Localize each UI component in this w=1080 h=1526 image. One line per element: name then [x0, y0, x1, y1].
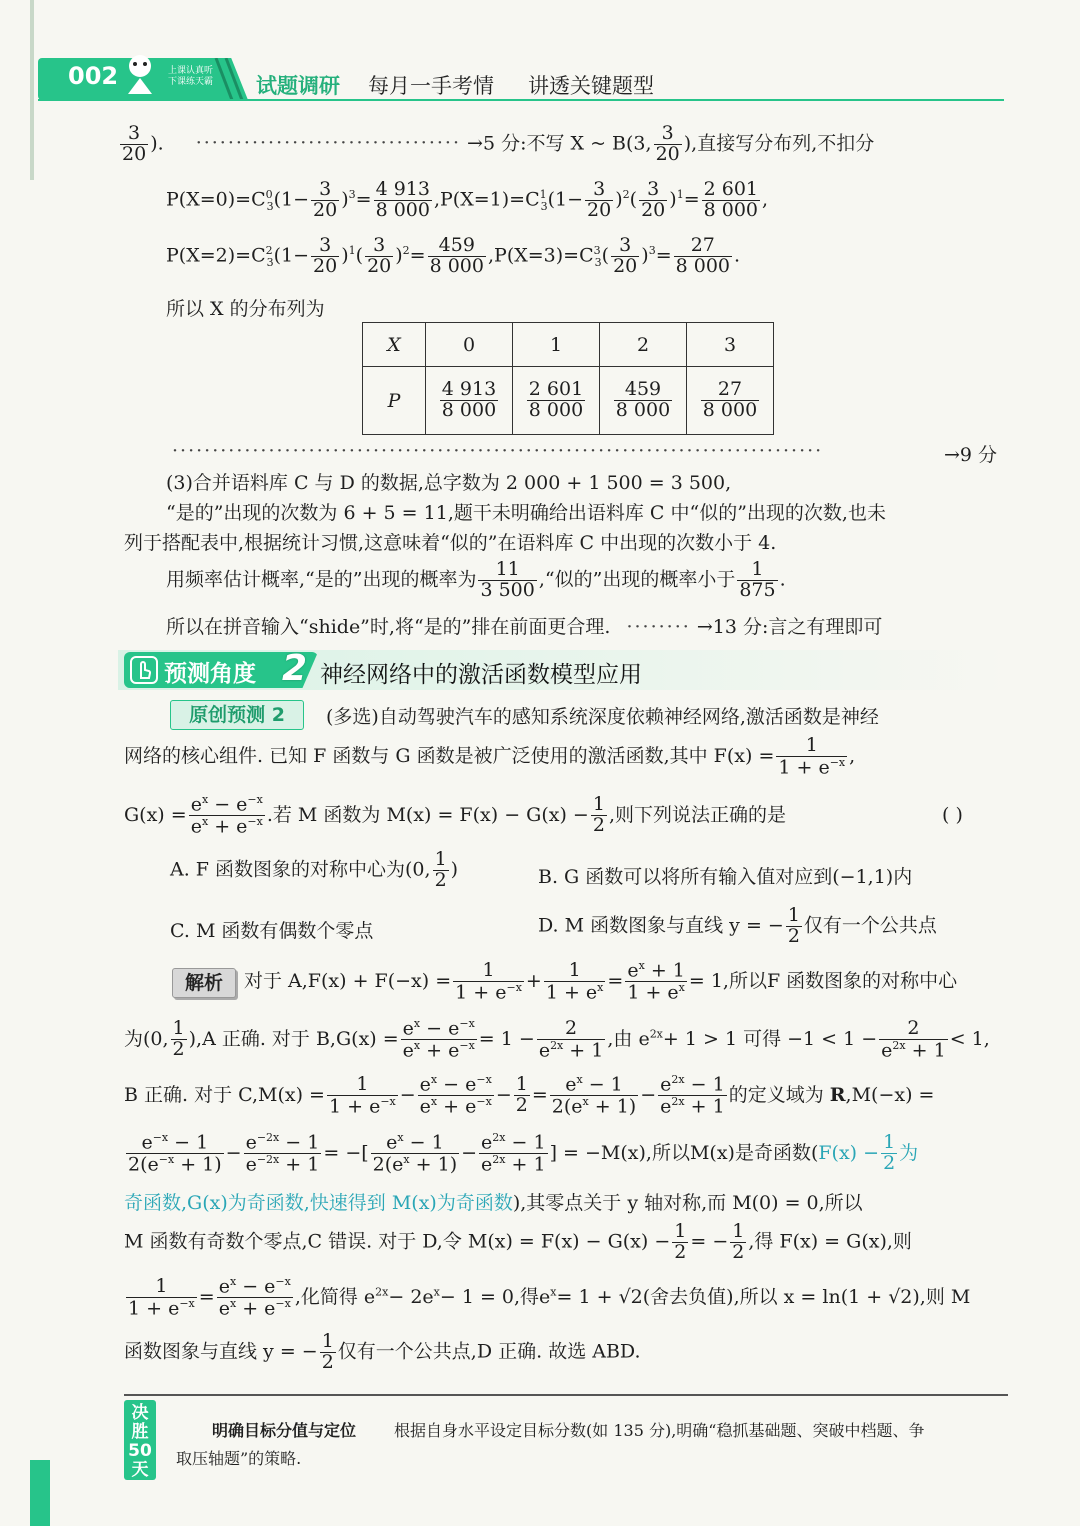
footer-body: 根据自身水平设定目标分数(如 135 分),明确“稳抓基础题、突破中档题、争 — [394, 1421, 925, 1440]
text: ,P(X=3)=C — [488, 244, 594, 267]
score-note: →9 分 — [944, 444, 998, 466]
text: ,得 F(x) = G(x),则 — [748, 1230, 912, 1253]
numerator: e — [190, 793, 202, 816]
solution-line: $\frac{1}{1 + e^{-x}}$ = $\frac{e^x - e^{-x}}{e^x + e^{-x}}$ ,化简得 $e^{2x}- 2e^x- 1 = 0$,得$e^x= 1 + √2$(舍去负值),所以 x = ln(1 + √2),则 M — [128, 1274, 971, 1320]
text: P(X=2)=C — [166, 244, 266, 267]
text: (1− — [547, 188, 584, 211]
solution-line: 列于搭配表中,根据统计习惯,这意味着“似的”在语料库 C 中出现的次数小于 4. — [124, 532, 777, 554]
denominator: 8 000 — [703, 198, 759, 221]
score-note: →5 分:不写 X ~ B(3, — [467, 132, 652, 155]
text: (1− — [273, 188, 310, 211]
text: B 正确. 对于 C,M(x) = — [124, 1083, 325, 1106]
leader-dots: ································· — [195, 132, 461, 155]
solution-line: 函数图象与直线 y = − $\frac{1}{2}$ 仅有一个公共点,D 正确. 故选 ABD. — [124, 1330, 641, 1373]
solution-line: $\frac{e^{-x} - 1}{2(e^{-x} + 1)}$ − $\frac{e^{-2x} - 1}{e^{-2x} + 1}$ = −[ $\frac{e^x - 1}{2(e^x + 1)}$ − $\frac{e^{2x} - 1}{e^{2x} + 1}$ ] = −M(x),所以M(x)是奇函数(F(x) − $\frac{1}{2}$ 为 — [128, 1131, 919, 1176]
solution-line — [166, 612, 882, 639]
numerator: 3 — [654, 124, 682, 145]
distribution-intro: 所以 X 的分布列为 — [166, 298, 325, 320]
leader-dots: ········ — [626, 616, 691, 638]
table-cell — [600, 367, 687, 435]
fraction — [674, 236, 732, 277]
fraction: $\frac{3}{20}$ — [313, 178, 338, 221]
denominator: 8 000 — [528, 399, 584, 421]
denominator: 2 — [592, 814, 605, 837]
denominator: 20 — [122, 142, 147, 165]
text: 所以在拼音输入“shide”时,将“是的”排在前面更合理. — [166, 616, 611, 638]
score-note: ),直接写分布列,不扣分 — [683, 132, 875, 155]
text: G(x) = — [124, 803, 187, 826]
highlight-text: 奇函数,G(x)为奇函数,快速得到 M(x)为奇函数 — [124, 1192, 513, 1214]
question-line: (多选)自动驾驶汽车的感知系统深度依赖神经网络,激活函数是神经 — [326, 706, 879, 728]
option-c: C. M 函数有偶数个零点 — [170, 920, 374, 942]
text: D. M 函数图象与直线 y = − — [538, 914, 784, 937]
solution-line: (3)合并语料库 C 与 D 的数据,总字数为 2 000 + 1 500 = 3 500, — [166, 472, 732, 494]
footer-heading: 明确目标分值与定位 — [212, 1421, 357, 1440]
text: ,由 e — [607, 1027, 650, 1050]
text: = − — [690, 1230, 729, 1253]
fraction — [428, 236, 486, 277]
table-row — [363, 367, 774, 435]
text: ,化简得 e — [294, 1285, 376, 1308]
table-cell — [513, 367, 600, 435]
denominator: 2 — [787, 924, 800, 947]
numerator: 4 913 — [441, 378, 497, 401]
fraction — [702, 180, 760, 221]
text: − 2e — [388, 1285, 434, 1308]
header-rule — [38, 99, 1004, 101]
denominator: 1 + e — [778, 756, 830, 779]
table-cell: P — [363, 367, 426, 435]
formula-line: $P(X=2)=C^2_3(1-$ $\frac{3}{20}$ )$^1$( $\frac{3}{20}$ )$^2$= $\frac{459}{8 000}$ $,P(X=3)=C^3_3$( $\frac{3}{20}$ )$^3$= $\frac{27}{8 000}$ . — [166, 234, 741, 277]
numerator: 11 — [478, 560, 536, 581]
text: M 函数有奇数个零点,C 错误. 对于 D,令 M(x) = F(x) − G(x) − — [124, 1230, 671, 1253]
denominator: 3 500 — [480, 578, 535, 601]
text: = 1 + √2(舍去负值),所以 x = ln(1 + √2),则 M — [556, 1285, 971, 1308]
exponent: 2 — [622, 188, 630, 202]
fraction — [120, 124, 148, 165]
denominator: 875 — [739, 578, 776, 601]
numerator: 2 601 — [703, 178, 759, 200]
header-tagline: 每月一手考情 — [368, 74, 494, 98]
text: , — [849, 745, 856, 768]
option-a — [170, 850, 458, 891]
section-label: 预测角度 — [164, 661, 256, 687]
text: = — [355, 188, 372, 211]
numerator: 3 — [120, 124, 148, 145]
text: 用频率估计概率,“是的”出现的概率为 — [166, 568, 477, 591]
score-note: →13 分:言之有理即可 — [696, 616, 883, 638]
question-line: 网络的核心组件. 已知 F 函数与 G 函数是被广泛使用的激活函数,其中 F(x) = $\frac{1}{1 + e^{-x}}$ , — [124, 734, 856, 779]
section-number: 2 — [282, 648, 308, 689]
text: ,则下列说法正确的是 — [608, 803, 786, 826]
hand-pointer-icon — [130, 656, 158, 684]
text: 对于 A,F(x) + F(−x) = — [244, 969, 452, 992]
text: 为(0, — [124, 1027, 169, 1050]
footer-side-text: 决胜50天 — [128, 1403, 152, 1480]
exponent: 1 — [676, 188, 684, 202]
answer-paren: ( ) — [942, 804, 963, 826]
numerator: 1 — [776, 736, 847, 757]
highlight-text: 为 — [899, 1141, 919, 1164]
table-cell: X — [363, 323, 426, 367]
table-row — [363, 323, 774, 367]
footer-body: 取压轴题”的策略. — [176, 1449, 302, 1468]
solution-line: 对于 A,F(x) + F(−x) = $\frac{1}{1 + e^{-x}}$ + $\frac{1}{1 + e^x}$ = $\frac{e^x + 1}{1 + e^x}$ = 1,所以F 函数图象的对称中心 — [244, 958, 958, 1004]
table-cell — [687, 367, 774, 435]
denominator: 2 — [434, 868, 447, 891]
denominator: 8 000 — [702, 399, 758, 421]
highlight-text: F(x) − — [818, 1141, 880, 1164]
denominator: e — [190, 815, 202, 838]
table-cell: 1 — [513, 323, 600, 367]
page-number: 002 — [68, 62, 119, 90]
solution-line — [166, 560, 786, 601]
text: ,M(−x) = — [845, 1083, 935, 1106]
table-cell: 3 — [687, 323, 774, 367]
question-line: G(x) = $\frac{e^x - e^{-x}}{e^x + e^{-x}}$ .若 M 函数为 M(x) = F(x) − G(x) − $\frac{1}{2}$ ,则下列说法正确的是 — [124, 793, 786, 838]
text: .若 M 函数为 M(x) = F(x) − G(x) − — [266, 803, 589, 826]
numerator: 27 — [674, 236, 732, 257]
numerator: 4 913 — [375, 178, 430, 200]
mascot-icon — [120, 50, 160, 96]
text: + 1 > 1 可得 −1 < 1 − — [662, 1027, 878, 1050]
fraction — [654, 124, 682, 165]
slogan-line: 下课练天霸 — [168, 77, 214, 87]
solution-line: M 函数有奇数个零点,C 错误. 对于 D,令 M(x) = F(x) − G(x) − $\frac{1}{2}$ = − $\frac{1}{2}$ ,得 F(x) = G(x),则 — [124, 1220, 912, 1263]
text: 的定义域为 — [728, 1083, 824, 1106]
text: ),其零点关于 y 轴对称,而 M(0) = 0,所以 — [512, 1192, 863, 1214]
denominator: 20 — [655, 142, 680, 165]
formula-line: $P(X=0)=C^0_3(1-$ $\frac{3}{20}$ )$^3$= $\frac{4 913}{8 000}$ $,P(X=1)=C^1_3(1-$ $\frac{3}{20}$ )$^2$( $\frac{3}{20}$ )$^1$= $\frac{2 601}{8 000}$ , — [166, 178, 769, 221]
text: . — [779, 568, 786, 591]
numerator: 1 — [787, 904, 800, 926]
solution-line: “是的”出现的次数为 6 + 5 = 11,题干未明确给出语料库 C 中“似的”出现的次数,也未 — [166, 502, 886, 524]
text: = 1 − — [478, 1027, 535, 1050]
numerator: 459 — [614, 380, 672, 401]
distribution-table — [362, 322, 774, 435]
slogan-line: 上课认真听 — [168, 66, 214, 76]
question-tag: 原创预测 2 — [170, 700, 304, 730]
exponent: 3 — [348, 188, 356, 202]
text: = 1,所以F 函数图象的对称中心 — [688, 969, 958, 992]
numerator: 2 601 — [528, 378, 584, 401]
text: ) — [450, 858, 459, 881]
numerator: 1 — [434, 848, 447, 870]
text: 仅有一个公共点,D 正确. 故选 ABD. — [337, 1340, 641, 1363]
solution-tag: 解析 — [172, 968, 236, 998]
text: P(X=0)=C — [166, 188, 266, 211]
page-edge-strip — [30, 1460, 50, 1526]
page-edge-bar — [30, 0, 34, 180]
section-title: 神经网络中的激活函数模型应用 — [320, 662, 642, 688]
numerator: 1 — [737, 560, 777, 581]
option-d — [538, 906, 937, 947]
text: 仅有一个公共点 — [803, 914, 937, 937]
text: ). — [150, 132, 164, 155]
leader-dots: ················································································· — [172, 440, 824, 462]
denominator: 8 000 — [375, 198, 430, 221]
table-cell — [426, 367, 513, 435]
solution-line — [124, 1188, 863, 1215]
header-tagline: 讲透关键题型 — [528, 74, 654, 98]
table-cell: 0 — [426, 323, 513, 367]
text: = −[ — [323, 1141, 369, 1164]
text: ),A 正确. 对于 B,G(x) = — [188, 1027, 399, 1050]
text: 函数图象与直线 y = − — [124, 1340, 318, 1363]
denominator: 8 000 — [441, 399, 497, 421]
header-section: 试题调研 — [256, 74, 340, 98]
text: < 1, — [949, 1027, 990, 1050]
header-slashes-decoration — [212, 58, 252, 100]
text: R — [829, 1083, 846, 1106]
solution-line: B 正确. 对于 C,M(x) = $\frac{1}{1 + e^{-x}}$ − $\frac{e^x - e^{-x}}{e^x + e^{-x}}$ − $\frac{1}{2}$ = $\frac{e^x - 1}{2(e^x + 1)}$ − $\frac{e^{2x} - 1}{e^{2x} + 1}$ 的定义域为 R,M(−x) = — [124, 1072, 935, 1118]
footer-rule — [124, 1394, 1008, 1396]
text: ,“似的”出现的概率小于 — [538, 568, 736, 591]
fraction — [374, 180, 432, 221]
solution-line: 为(0, $\frac{1}{2}$ ),A 正确. 对于 B,G(x) = $\frac{e^x - e^{-x}}{e^x + e^{-x}}$ = 1 − $\frac{2}{e^{2x} + 1}$ ,由 $e^{2x}+ 1 > 1$ 可得 −1 < 1 − $\frac{2}{e^{2x} + 1}$ < 1, — [124, 1016, 990, 1062]
denominator: 8 000 — [615, 399, 671, 421]
text: − 1 = 0,得e — [439, 1285, 551, 1308]
denominator: 8 000 — [675, 254, 731, 277]
text: A. F 函数图象的对称中心为(0, — [170, 858, 431, 881]
text: ] = −M(x),所以M(x)是奇函数( — [549, 1141, 819, 1164]
denominator: 8 000 — [429, 254, 484, 277]
score-line — [172, 440, 823, 462]
solution-line — [118, 124, 874, 165]
option-b: B. G 函数可以将所有输入值对应到(−1,1)内 — [538, 866, 913, 888]
text: ,P(X=1)=C — [433, 188, 540, 211]
table-cell: 2 — [600, 323, 687, 367]
text: 网络的核心组件. 已知 F 函数与 G 函数是被广泛使用的激活函数,其中 F(x) = — [124, 745, 775, 768]
numerator: 459 — [428, 236, 486, 257]
numerator: 27 — [701, 380, 759, 401]
numerator: 1 — [592, 793, 605, 816]
